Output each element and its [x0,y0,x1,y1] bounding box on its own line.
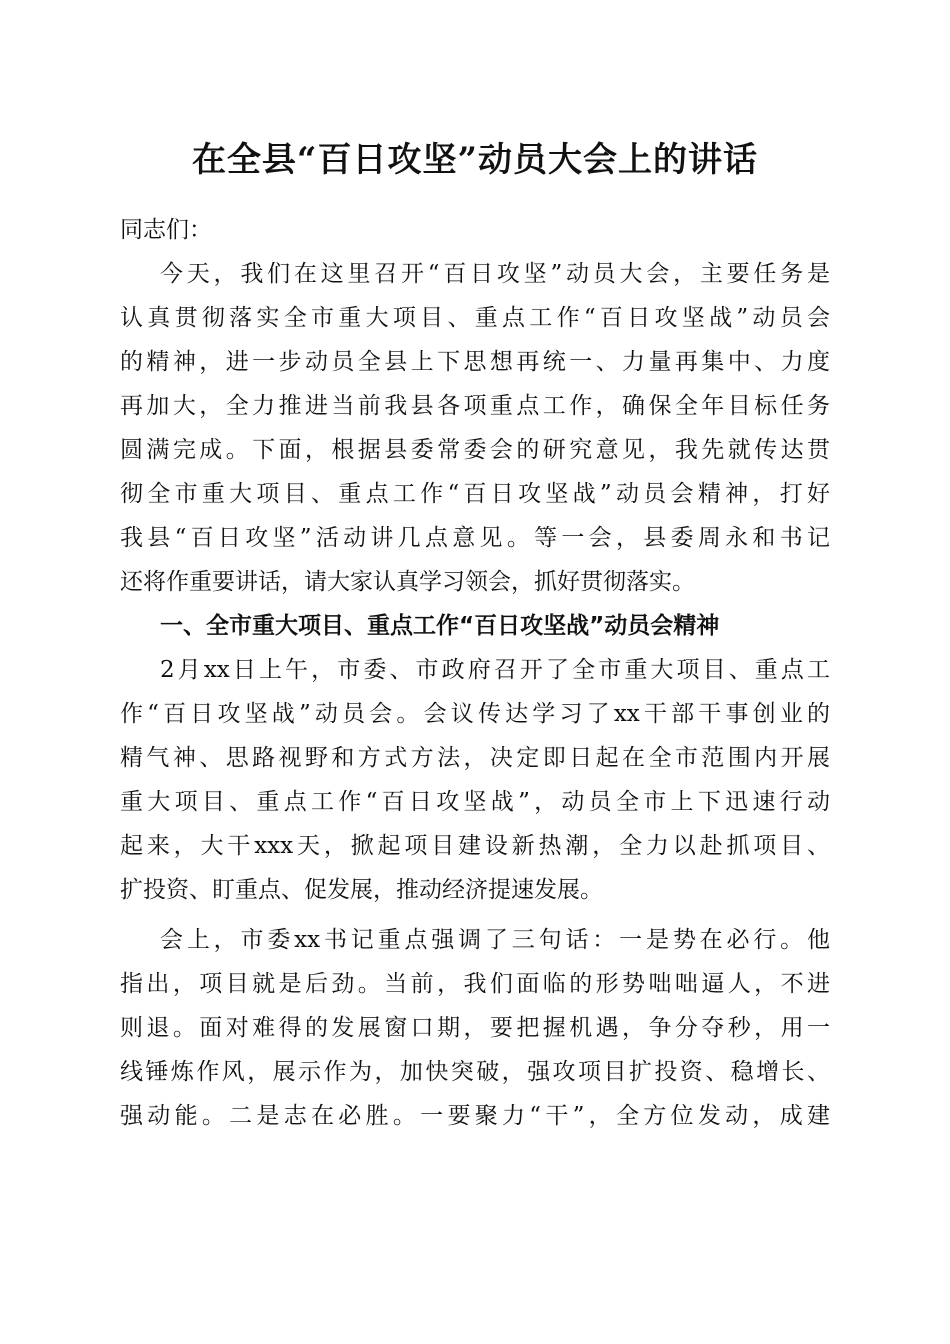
paragraph-1 [120,252,830,604]
paragraph-line: 起来，大干xxx天，掀起项目建设新热潮，全力以赴抓项目、 [120,833,830,859]
paragraph-line: 则退。面对难得的发展窗口期，要把握机遇，争分夺秒，用一 [120,1015,830,1041]
paragraph-line: 线锤炼作风，展示作为，加快突破，强攻项目扩投资、稳增长、 [120,1059,830,1085]
paragraph-line: 扩投资、盯重点、促发展，推动经济提速发展。 [120,877,603,903]
paragraph-line: 彻全市重大项目、重点工作“百日攻坚战”动员会精神，打好 [120,481,830,507]
paragraph-line: 我县“百日攻坚”活动讲几点意见。等一会，县委周永和书记 [120,525,830,551]
paragraph-line: 的精神，进一步动员全县上下思想再统一、力量再集中、力度 [120,349,830,375]
paragraph-2 [120,648,830,912]
paragraph-line: 再加大，全力推进当前我县各项重点工作，确保全年目标任务 [120,393,830,419]
salutation: 同志们： [120,217,212,243]
paragraph-line: 指出，项目就是后劲。当前，我们面临的形势咄咄逼人，不进 [120,971,830,997]
paragraph-line: 重大项目、重点工作“百日攻坚战”，动员全市上下迅速行动 [120,789,830,815]
paragraph-line: 精气神、思路视野和方式方法，决定即日起在全市范围内开展 [120,745,830,771]
paragraph-line: 强动能。二是志在必胜。一要聚力“干”，全方位发动，成建 [120,1103,830,1129]
paragraph-line: 作“百日攻坚战”动员会。会议传达学习了xx干部干事创业的 [120,701,830,727]
document-title: 在全县“百日攻坚”动员大会上的讲话 [191,140,759,180]
document-body [120,208,830,1138]
paragraph-line: 2月xx日上午，市委、市政府召开了全市重大项目、重点工 [160,657,830,683]
paragraph-line: 圆满完成。下面，根据县委常委会的研究意见，我先就传达贯 [120,437,830,463]
paragraph-3 [120,918,830,1138]
paragraph-line: 今天，我们在这里召开“百日攻坚”动员大会，主要任务是 [160,261,830,287]
paragraph-line: 会上，市委xx书记重点强调了三句话：一是势在必行。他 [160,927,830,953]
section-heading: 一、全市重大项目、重点工作“百日攻坚战”动员会精神 [160,613,720,639]
paragraph-line: 还将作重要讲话，请大家认真学习领会，抓好贯彻落实。 [120,569,695,595]
paragraph-line: 认真贯彻落实全市重大项目、重点工作“百日攻坚战”动员会 [120,305,830,331]
